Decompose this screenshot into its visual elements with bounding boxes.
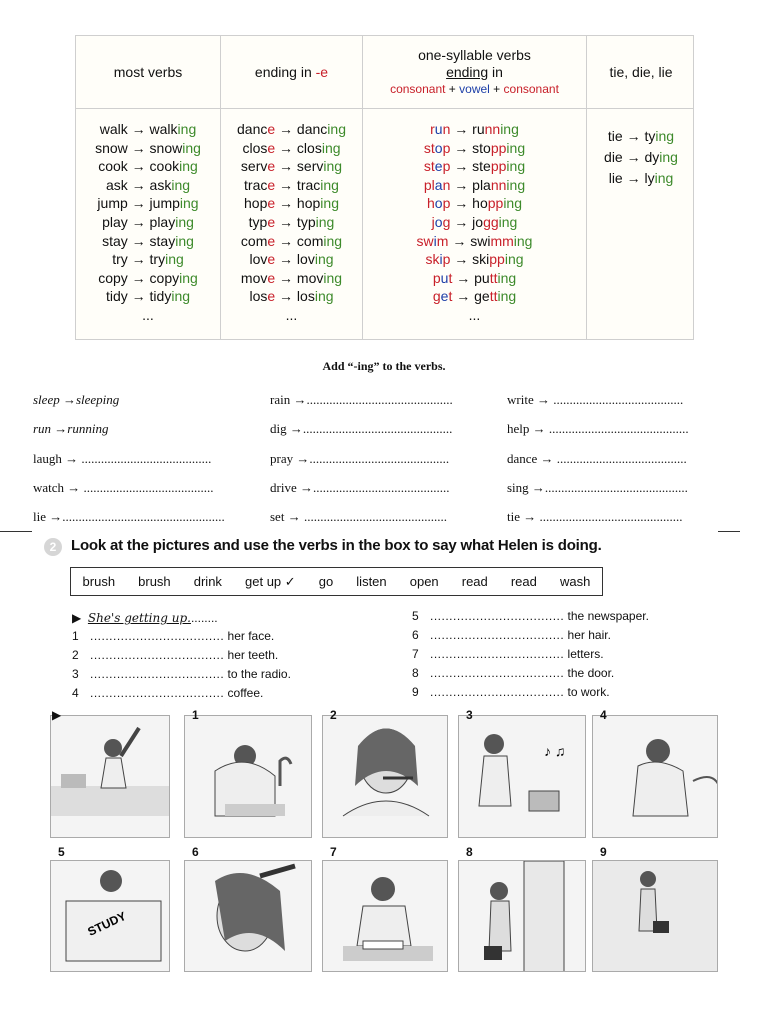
verb-row: lose → losing — [249, 288, 334, 305]
picture-number: 2 — [330, 708, 337, 722]
box-word: brush — [138, 574, 171, 589]
verb-row: serve → serving — [240, 158, 343, 175]
column-tie-die-lie — [587, 126, 695, 189]
verb-row: swim → swimming — [416, 232, 533, 249]
exercise1-item: tie → ............................................ — [507, 509, 683, 525]
verb-row: tidy → tidying — [105, 288, 191, 305]
sentence-line: 3 ................................... to the radio. — [72, 667, 291, 681]
box-word: listen — [356, 574, 387, 589]
header-tie-die-lie — [587, 36, 695, 108]
sentence-line: 7 ................................... letters. — [412, 647, 604, 661]
ellipsis: ... — [142, 306, 154, 323]
verb-row: tie → tying — [607, 128, 675, 144]
svg-text:♪ ♫: ♪ ♫ — [544, 743, 566, 759]
exercise1-item: rain →............................................. — [270, 392, 453, 407]
picture-number: 8 — [466, 845, 473, 859]
picture-illustration — [459, 861, 586, 972]
verb-row: close → closing — [242, 139, 341, 156]
exercise1-item: drive →.......................................... — [270, 479, 450, 495]
header-label-line2: ending in — [446, 63, 503, 80]
box-word: brush — [82, 574, 116, 589]
sentence-line: 6 ................................... her hair. — [412, 628, 611, 642]
verb-row: ask → asking — [105, 176, 191, 193]
verb-row: cook → cooking — [98, 158, 198, 175]
sentence-line: 2 ................................... her teeth. — [72, 648, 279, 662]
box-word: drink — [193, 574, 222, 589]
verb-row: try → trying — [112, 251, 184, 268]
picture-7 — [322, 860, 448, 972]
exercise1-title: Add “-ing” to the verbs. — [322, 359, 446, 373]
verb-row: step → stepping — [423, 158, 526, 175]
picture-number: ▶ — [52, 708, 62, 722]
header-most-verbs — [76, 36, 220, 108]
ellipsis: ... — [468, 306, 481, 323]
verb-row: put → putting — [432, 269, 517, 286]
picture-number: 1 — [192, 708, 199, 722]
example-line: ▶ She's getting up......... — [72, 611, 218, 625]
exercise1-item: write → ........................................ — [507, 392, 684, 407]
verb-row: love → loving — [249, 251, 334, 268]
verb-row: skip → skipping — [425, 251, 524, 268]
picture-5 — [50, 860, 170, 972]
verb-row: walk → walking — [99, 121, 197, 137]
box-word: read — [510, 574, 537, 589]
header-label: tie, die, lie — [609, 63, 673, 80]
verb-row: snow → snowing — [95, 139, 201, 156]
example-answer: She's getting up. — [87, 611, 191, 625]
sentence-line: 1 ................................... her face. — [72, 629, 275, 643]
verb-row: come → coming — [240, 232, 343, 249]
picture-number: 9 — [600, 845, 607, 859]
picture-2 — [322, 715, 448, 838]
picture-number: 4 — [600, 708, 607, 722]
ellipsis: ... — [285, 306, 298, 323]
picture-6 — [184, 860, 312, 972]
header-ending-e — [221, 36, 362, 108]
picture-4 — [592, 715, 718, 838]
verb-row: stay → staying — [102, 232, 194, 249]
picture-number: 5 — [58, 845, 65, 859]
verb-row: dance → dancing — [237, 121, 346, 137]
exercise1-item: dig →.............................................. — [270, 421, 453, 437]
verb-row: move → moving — [240, 269, 343, 286]
box-word: read — [461, 574, 488, 589]
example-marker-icon: ▶ — [72, 611, 82, 625]
exercise1-item: sleep →sleeping — [33, 392, 120, 407]
verb-row: play → playing — [102, 213, 194, 230]
verb-row: get → getting — [432, 288, 517, 305]
verb-row: lie → lying — [608, 170, 674, 186]
picture-example — [50, 715, 170, 838]
svg-text:STUDY: STUDY — [85, 908, 129, 939]
box-word: get up ✓ — [245, 573, 296, 589]
divider-line — [718, 531, 740, 532]
verb-row: hop → hopping — [426, 195, 522, 212]
header-label: one-syllable verbs — [418, 46, 531, 63]
divider-line — [0, 531, 32, 532]
picture-9 — [592, 860, 718, 972]
picture-1 — [184, 715, 312, 838]
exercise1-item: dance → ........................................ — [507, 450, 687, 466]
verb-row: die → dying — [604, 149, 678, 165]
exercise1-item: watch → ........................................ — [33, 479, 214, 495]
header-label: ending in -e — [254, 63, 329, 80]
picture-illustration — [323, 861, 448, 972]
picture-3 — [458, 715, 586, 838]
exercise1-item: sing →............................................ — [507, 479, 688, 495]
picture-number: 3 — [466, 708, 473, 722]
exercise1-item: laugh → ........................................ — [33, 450, 212, 466]
picture-illustration — [593, 861, 718, 972]
picture-illustration — [323, 716, 448, 838]
column-most-verbs — [76, 120, 220, 325]
column-one-syllable — [363, 120, 586, 325]
picture-8 — [458, 860, 586, 972]
picture-illustration — [185, 716, 312, 838]
sentence-line: 9 ................................... to work. — [412, 685, 610, 699]
picture-illustration — [51, 716, 170, 838]
verb-row: plan → planning — [423, 176, 526, 193]
box-word: wash — [559, 574, 591, 589]
picture-illustration — [185, 861, 312, 972]
picture-illustration — [593, 716, 718, 838]
header-pattern: consonant + vowel + consonant — [390, 81, 559, 96]
exercise2-title: Look at the pictures and use the verbs in the box to say what Helen is doing. — [71, 537, 602, 554]
box-word: open — [409, 574, 439, 589]
picture-illustration — [51, 861, 170, 972]
exercise1-item: set → ............................................ — [270, 509, 447, 525]
verb-spelling-table — [75, 35, 694, 340]
verb-row: jump → jumping — [97, 195, 199, 212]
verb-row: jog → jogging — [431, 213, 518, 230]
exercise1-item: run →running — [33, 421, 109, 437]
verb-row: trace → tracing — [244, 176, 339, 193]
exercise1-item: pray →........................................... — [270, 450, 450, 466]
column-ending-e — [221, 120, 362, 325]
header-label: most verbs — [113, 63, 183, 80]
sentence-line: 8 ................................... the door. — [412, 666, 615, 680]
verb-row: stop → stopping — [423, 139, 526, 156]
picture-illustration — [459, 716, 586, 838]
verb-row: copy → copying — [98, 269, 198, 286]
header-one-syllable — [363, 36, 586, 108]
verb-row: hope → hoping — [244, 195, 339, 212]
exercise1-item: lie →.................................................. — [33, 509, 225, 525]
verb-word-box — [70, 567, 603, 596]
exercise-number-badge: 2 — [44, 538, 62, 556]
exercise1-item: help → ........................................... — [507, 421, 689, 437]
verb-row: type → typing — [248, 213, 335, 230]
picture-number: 6 — [192, 845, 199, 859]
sentence-line: 5 ................................... the newspaper. — [412, 609, 649, 623]
verb-row: run → running — [430, 121, 519, 137]
box-word: go — [318, 574, 334, 589]
sentence-line: 4 ................................... coffee. — [72, 686, 264, 700]
picture-number: 7 — [330, 845, 337, 859]
